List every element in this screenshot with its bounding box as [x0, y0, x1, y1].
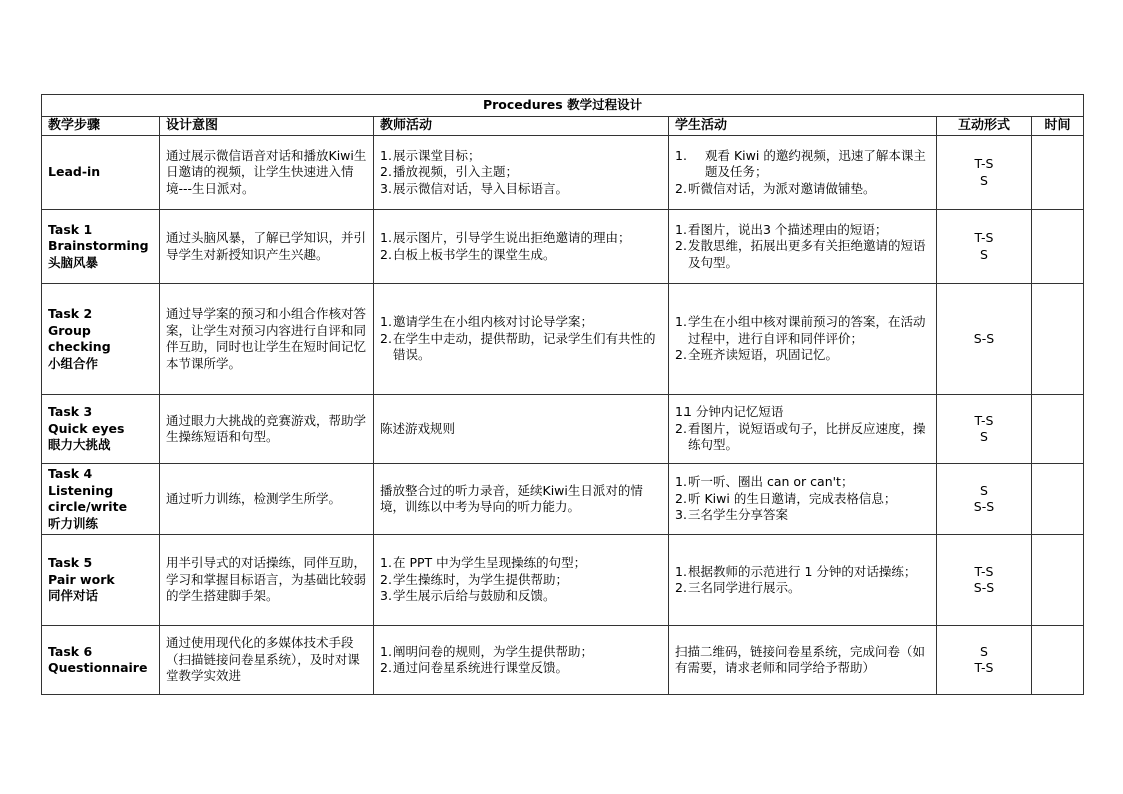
step-cell [42, 284, 160, 395]
list-item: 2. 发散思维，拓展出更多有关拒绝邀请的短语及句型。 [675, 238, 926, 270]
list-item: 3. 展示微信对话，导入目标语言。 [380, 180, 569, 196]
interaction-label: S [980, 482, 988, 498]
list-item: 2. 看图片，说短语或句子，比拼反应速度，操练句型。 [675, 420, 926, 453]
step-label: Group [48, 322, 91, 338]
header-intent: 设计意图 [160, 116, 374, 136]
time-cell [1032, 284, 1084, 395]
intent-cell: 通过眼力大挑战的竞赛游戏，帮助学生操练短语和句型。 [160, 395, 374, 464]
table-title: Procedures 教学过程设计 [42, 95, 1084, 117]
step-label: Task 1 [48, 221, 93, 237]
step-label: Brainstorming [48, 238, 149, 254]
header-student: 学生活动 [669, 116, 937, 136]
interaction-cell [937, 210, 1032, 284]
interaction-label: T-S [974, 230, 994, 245]
intent-cell: 通过展示微信语音对话和播放Kiwi生日邀请的视频，让学生快速进入情境---生日派对。 [160, 136, 374, 210]
step-label: 同伴对话 [48, 588, 99, 604]
interaction-cell [937, 535, 1032, 626]
step-label: Task 2 [48, 306, 93, 321]
list-item: 1. 1 分钟内记忆短语 [675, 404, 784, 420]
list-item: 1. 邀请学生在小组内核对讨论导学案； [380, 314, 594, 330]
list-item: 2. 学生操练时，为学生提供帮助； [380, 571, 569, 587]
time-cell [1032, 136, 1084, 210]
teacher-cell: 陈述游戏规则 [374, 395, 669, 464]
step-cell [42, 464, 160, 535]
student-cell [669, 395, 937, 464]
step-cell [42, 535, 160, 626]
list-item: 1. 展示图片，引导学生说出拒绝邀请的理由； [380, 230, 631, 245]
step-label: Quick eyes [48, 420, 125, 436]
step-label: checking [48, 339, 111, 354]
table-row [42, 464, 1084, 535]
interaction-cell [937, 626, 1032, 695]
interaction-label: T-S [974, 156, 994, 171]
procedures-table [41, 94, 1084, 695]
interaction-label: S-S [973, 499, 995, 514]
header-step: 教学步骤 [42, 116, 160, 136]
header-row [42, 116, 1084, 136]
student-cell [669, 284, 937, 395]
list-item: 2. 在学生中走动，提供帮助，记录学生们有共性的错误。 [380, 330, 656, 363]
step-label: 小组合作 [48, 355, 99, 371]
list-item: 1. 根据教师的示范进行 1 分钟的对话操练； [675, 563, 917, 579]
list-item: 2. 三名同学进行展示。 [675, 580, 801, 595]
interaction-label: S [980, 643, 988, 659]
step-cell [42, 136, 160, 210]
list-item: 1. 看图片，说出3 个描述理由的短语； [675, 221, 888, 237]
time-cell [1032, 210, 1084, 284]
list-item: 1. 展示课堂目标； [380, 147, 481, 163]
list-item: 1. 学生在小组中核对课前预习的答案，在活动过程中，进行自评和同伴评价； [675, 314, 926, 346]
intent-cell: 通过听力训练，检测学生所学。 [160, 464, 374, 535]
time-cell [1032, 395, 1084, 464]
table-row [42, 626, 1084, 695]
student-cell [669, 210, 937, 284]
step-cell [42, 395, 160, 464]
interaction-label: S [980, 246, 988, 262]
intent-cell: 通过头脑风暴，了解已学知识，并引导学生对新授知识产生兴趣。 [160, 210, 374, 284]
interaction-label: S-S [973, 330, 995, 346]
time-cell [1032, 535, 1084, 626]
interaction-cell [937, 284, 1032, 395]
interaction-cell [937, 464, 1032, 535]
table-row [42, 395, 1084, 464]
student-cell [669, 464, 937, 535]
list-item: 3. 学生展示后给与鼓励和反馈。 [380, 588, 556, 604]
list-item: 1. 阐明问卷的规则，为学生提供帮助； [380, 643, 594, 659]
interaction-label: S [980, 429, 988, 444]
interaction-label: T-S [974, 563, 994, 579]
interaction-label: S-S [973, 580, 995, 595]
student-cell: 扫描二维码，链接问卷星系统，完成问卷（如有需要，请求老师和同学给予帮助） [669, 626, 937, 695]
list-item: 1. 观看 Kiwi 的邀约视频，迅速了解本课主题及任务； [675, 147, 926, 180]
student-cell [669, 136, 937, 210]
table-row [42, 535, 1084, 626]
step-label: Pair work [48, 571, 115, 587]
step-label: circle/write [48, 499, 128, 514]
list-item: 2. 通过问卷星系统进行课堂反馈。 [380, 660, 569, 675]
list-item: 2. 听微信对话，为派对邀请做铺垫。 [675, 180, 876, 196]
step-label: 听力训练 [48, 515, 99, 531]
table-row [42, 136, 1084, 210]
title-row [42, 95, 1084, 117]
header-teacher: 教师活动 [374, 116, 669, 136]
table-row [42, 284, 1084, 395]
step-label: 头脑风暴 [48, 254, 99, 270]
list-item: 2. 全班齐读短语，巩固记忆。 [675, 347, 839, 363]
list-item: 2. 播放视频，引入主题； [380, 164, 519, 180]
table-row [42, 210, 1084, 284]
step-label: Task 5 [48, 555, 93, 571]
step-cell [42, 626, 160, 695]
list-item: 1. 听一听、圈出 can or can't； [675, 474, 854, 490]
step-label: Task 4 [48, 466, 93, 481]
intent-cell: 通过使用现代化的多媒体技术手段（扫描链接问卷星系统），及时对课堂教学实效进 [160, 626, 374, 695]
teacher-cell [374, 284, 669, 395]
interaction-label: T-S [974, 412, 994, 428]
step-label: Task 3 [48, 404, 93, 420]
interaction-cell [937, 395, 1032, 464]
teacher-cell [374, 535, 669, 626]
student-cell [669, 535, 937, 626]
list-item: 1. 在 PPT 中为学生呈现操练的句型； [380, 555, 587, 571]
step-label: Questionnaire [48, 660, 148, 675]
teacher-cell [374, 136, 669, 210]
list-item: 3. 三名学生分享答案 [675, 507, 789, 523]
interaction-label: T-S [974, 660, 994, 675]
intent-cell: 用半引导式的对话操练，同伴互助，学习和掌握目标语言，为基础比较弱的学生搭建脚手架。 [160, 535, 374, 626]
header-interaction: 互动形式 [937, 116, 1032, 136]
step-label: Lead-in [48, 164, 101, 180]
intent-cell: 通过导学案的预习和小组合作核对答案，让学生对预习内容进行自评和同伴互助，同时也让学生在短时间记忆本节课所学。 [160, 284, 374, 395]
step-label: 眼力大挑战 [48, 437, 111, 453]
teacher-cell: 播放整合过的听力录音，延续Kiwi生日派对的情境，训练以中考为导向的听力能力。 [374, 464, 669, 535]
step-label: Task 6 [48, 643, 93, 659]
step-label: Listening [48, 482, 114, 498]
teacher-cell [374, 626, 669, 695]
header-time: 时间 [1032, 116, 1084, 136]
interaction-label: S [980, 172, 988, 188]
interaction-cell [937, 136, 1032, 210]
step-cell [42, 210, 160, 284]
list-item: 2. 白板上板书学生的课堂生成。 [380, 246, 556, 262]
list-item: 2. 听 Kiwi 的生日邀请，完成表格信息； [675, 490, 897, 506]
time-cell [1032, 464, 1084, 535]
time-cell [1032, 626, 1084, 695]
teacher-cell [374, 210, 669, 284]
